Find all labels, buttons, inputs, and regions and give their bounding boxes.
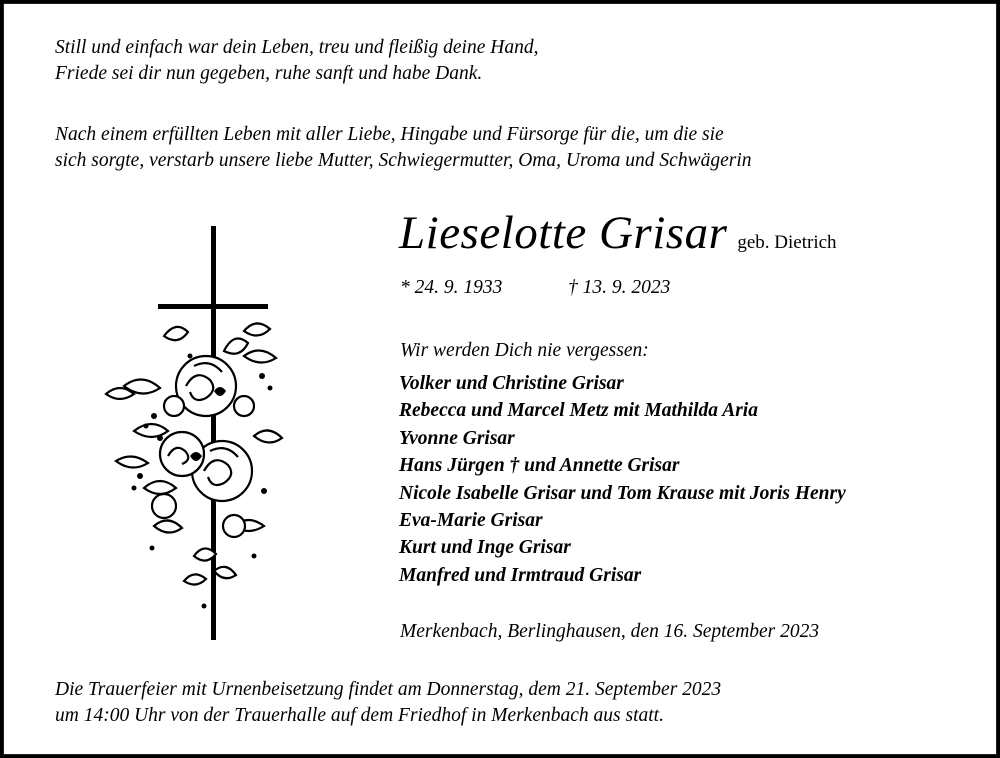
poem-line: Still und einfach war dein Leben, treu und fleißig deine Hand,: [55, 37, 539, 58]
mourner-entry: Volker und Christine Grisar: [399, 373, 624, 394]
ceremony-line: um 14:00 Uhr von der Trauerhalle auf dem Friedhof in Merkenbach aus statt.: [55, 705, 664, 726]
mourner-entry: Eva-Marie Grisar: [399, 510, 543, 532]
mourners-intro: Wir werden Dich nie vergessen:: [400, 340, 649, 361]
deceased-heading: [399, 206, 837, 260]
intro-line: Nach einem erfüllten Leben mit aller Liebe, Hingabe und Fürsorge für die, um die sie: [55, 124, 724, 145]
death-date: † 13. 9. 2023: [568, 277, 671, 298]
place-and-date: Merkenbach, Berlinghausen, den 16. September 2023: [400, 621, 820, 642]
ceremony-line: Die Trauerfeier mit Urnenbeisetzung findet am Donnerstag, dem 21. September 2023: [55, 679, 722, 700]
mourner-entry: Manfred und Irmtraud Grisar: [399, 564, 642, 586]
mourner-entry: Yvonne Grisar: [399, 427, 515, 449]
mourner-entry: Kurt und Inge Grisar: [399, 537, 571, 559]
intro-line: sich sorgte, verstarb unsere liebe Mutter, Schwiegermutter, Oma, Uroma und Schwägerin: [55, 150, 752, 171]
poem-line: Friede sei dir nun gegeben, ruhe sanft und habe Dank.: [55, 63, 483, 84]
deceased-name: Lieselotte Grisar: [399, 207, 728, 259]
poem: [55, 35, 538, 87]
life-dates: [400, 277, 670, 299]
maiden-name: geb. Dietrich: [737, 232, 837, 253]
mourner-entry: Hans Jürgen † und Annette Grisar: [399, 455, 680, 477]
ceremony-info: [55, 677, 721, 729]
cross-with-roses-icon-graphic: [94, 226, 294, 646]
intro-text: [55, 122, 752, 174]
mourner-entry: Nicole Isabelle Grisar und Tom Krause mit Joris Henry: [399, 482, 846, 504]
mourner-entry: Rebecca und Marcel Metz mit Mathilda Aria: [399, 400, 758, 422]
obituary-notice: [3, 3, 997, 755]
mourners-list: [399, 370, 846, 589]
birth-date: * 24. 9. 1933: [400, 277, 503, 298]
cross-with-roses-icon: [94, 226, 294, 646]
